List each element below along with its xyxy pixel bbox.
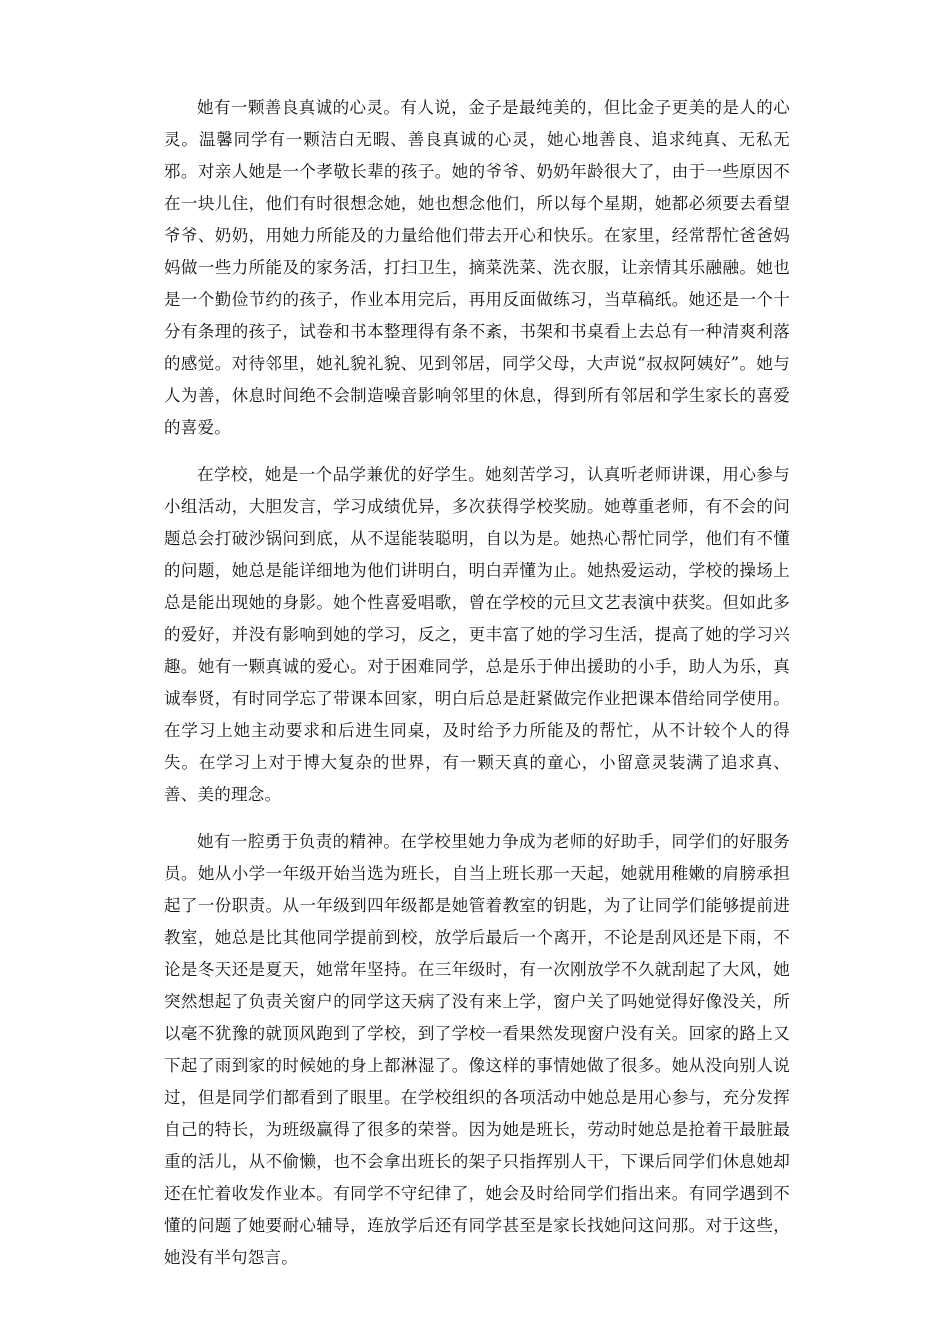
paragraph-1: 她有一颗善良真诚的心灵。有人说，金子是最纯美的，但比金子更美的是人的心灵。温馨同学有一颗洁白无暇、善良真诚的心灵，她心地善良、追求纯真、无私无邪。对亲人她是一个孝敬长辈的孩子。她的爷爷、奶奶年龄很大了，由于一些原因不在一块儿住，他们有时很想念她，她也想念他们，所以每个星期，她都必须要去看望爷爷、奶奶，用她力所能及的力量给他们带去开心和快乐。在家里，经常帮忙爸爸妈妈做一些力所能及的家务活，打扫卫生，摘菜洗菜、洗衣服，让亲情其乐融融。她也是一个勤俭节约的孩子，作业本用完后，再用反面做练习，当草稿纸。她还是一个十分有条理的孩子，试卷和书本整理得有条不紊，书架和书桌看上去总有一种清爽利落的感觉。对待邻里，她礼貌礼貌、见到邻居，同学父母，大声说“叔叔阿姨好”。她与人为善，休息时间绝不会制造噪音影响邻里的休息，得到所有邻居和学生家长的喜爱的喜爱。: [164, 98, 790, 437]
document-body: [164, 92, 790, 1289]
paragraph-2: 在学校，她是一个品学兼优的好学生。她刻苦学习，认真听老师讲课，用心参与小组活动，大胆发言，学习成绩优异，多次获得学校奖励。她尊重老师，有不会的问题总会打破沙锅问到底，从不逞能装聪明，自以为是。她热心帮忙同学，他们有不懂的问题，她总是能详细地为他们讲明白，明白弄懂为止。她热爱运动，学校的操场上总是能出现她的身影。她个性喜爱唱歌，曾在学校的元旦文艺表演中获奖。但如此多的爱好，并没有影响到她的学习，反之，更丰富了她的学习生活，提高了她的学习兴趣。她有一颗真诚的爱心。对于困难同学，总是乐于伸出援助的小手，助人为乐，真诚奉贤，有时同学忘了带课本回家，明白后总是赶紧做完作业把课本借给同学使用。在学习上她主动要求和后进生同桌，及时给予力所能及的帮忙，从不计较个人的得失。在学习上对于博大复杂的世界，有一颗天真的童心，小留意灵装满了追求真、善、美的理念。: [164, 465, 790, 804]
paragraph-3: 她有一腔勇于负责的精神。在学校里她力争成为老师的好助手，同学们的好服务员。她从小学一年级开始当选为班长，自当上班长那一天起，她就用稚嫩的肩膀承担起了一份职责。从一年级到四年级都是她管着教室的钥匙，为了让同学们能够提前进教室，她总是比其他同学提前到校，放学后最后一个离开，不论是刮风还是下雨，不论是冬天还是夏天，她常年坚持。在三年级时，有一次刚放学不久就刮起了大风，她突然想起了负责关窗户的同学这天病了没有来上学，窗户关了吗她觉得好像没关，所以毫不犹豫的就顶风跑到了学校，到了学校一看果然发现窗户没有关。回家的路上又下起了雨到家的时候她的身上都淋湿了。像这样的事情她做了很多。她从没向别人说过，但是同学们都看到了眼里。在学校组织的各项活动中她总是用心参与，充分发挥自己的特长，为班级赢得了很多的荣誉。因为她是班长，劳动时她总是抢着干最脏最重的活儿，从不偷懒，也不会拿出班长的架子只指挥别人干，下课后同学们休息她却还在忙着收发作业本。有同学不守纪律了，她会及时给同学们指出来。有同学遇到不懂的问题了她要耐心辅导，连放学后还有同学甚至是家长找她问这问那。对于这些，她没有半句怨言。: [164, 832, 790, 1267]
